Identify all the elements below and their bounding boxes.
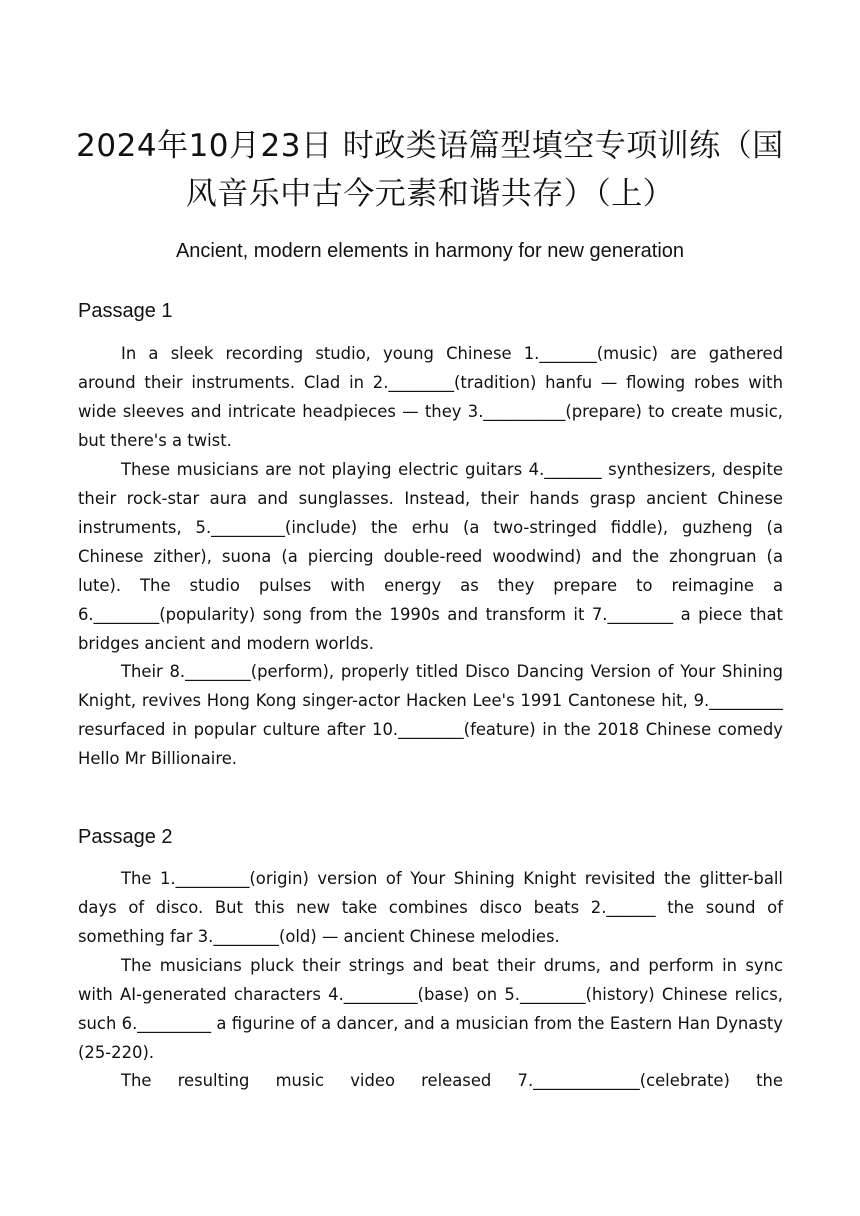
- passage-1-heading: Passage 1: [78, 300, 173, 322]
- title-line-2: 风音乐中古今元素和谐共存）（上）: [185, 176, 675, 212]
- passage-1-paragraph-1: In a sleek recording studio, young Chinese 1._______(music) are gathered around their instruments. Clad in 2.________(tradition) hanfu — flowing robes with wide sleeves and intricate headpieces — they 3.__________(prepare) to create music, but there's a twist.: [78, 344, 783, 450]
- document-title: [70, 122, 790, 218]
- passage-2-paragraph-1: The 1._________(origin) version of Your Shining Knight revisited the glitter-ball days of disco. But this new take combines disco beats 2.______ the sound of something far 3.________(old) — ancient Chinese melodies.: [78, 869, 783, 946]
- passage-2-heading: Passage 2: [78, 826, 173, 848]
- document-subtitle: Ancient, modern elements in harmony for new generation: [175, 240, 685, 262]
- passage-2-paragraph-3: The resulting music video released 7._____________(celebrate) the: [121, 1071, 783, 1090]
- passage-1-paragraph-3: Their 8.________(perform), properly titled Disco Dancing Version of Your Shining Knight, revives Hong Kong singer-actor Hacken Lee's 1991 Cantonese hit, 9._________ resurfaced in popular culture after 10.________(feature) in the 2018 Chinese comedy Hello Mr Billionaire.: [78, 662, 783, 768]
- passage-1-paragraph-2: These musicians are not playing electric guitars 4._______ synthesizers, despite their rock-star aura and sunglasses. Instead, their hands grasp ancient Chinese instruments, 5._________(include) the erhu (a two-stringed fiddle), guzheng (a Chinese zither), suona (a piercing double-reed woodwind) and the zhongruan (a lute). The studio pulses with energy as they prepare to reimagine a 6.________(popularity) song from the 1990s and transform it 7.________ a piece that bridges ancient and modern worlds.: [78, 460, 783, 653]
- title-line-1: 2024年10月23日 时政类语篇型填空专项训练（国: [76, 128, 784, 164]
- passage-2-paragraph-2: The musicians pluck their strings and beat their drums, and perform in sync with AI-generated characters 4._________(base) on 5.________(history) Chinese relics, such 6._________ a figurine of a dancer, and a musician from the Eastern Han Dynasty (25-220).: [78, 956, 783, 1062]
